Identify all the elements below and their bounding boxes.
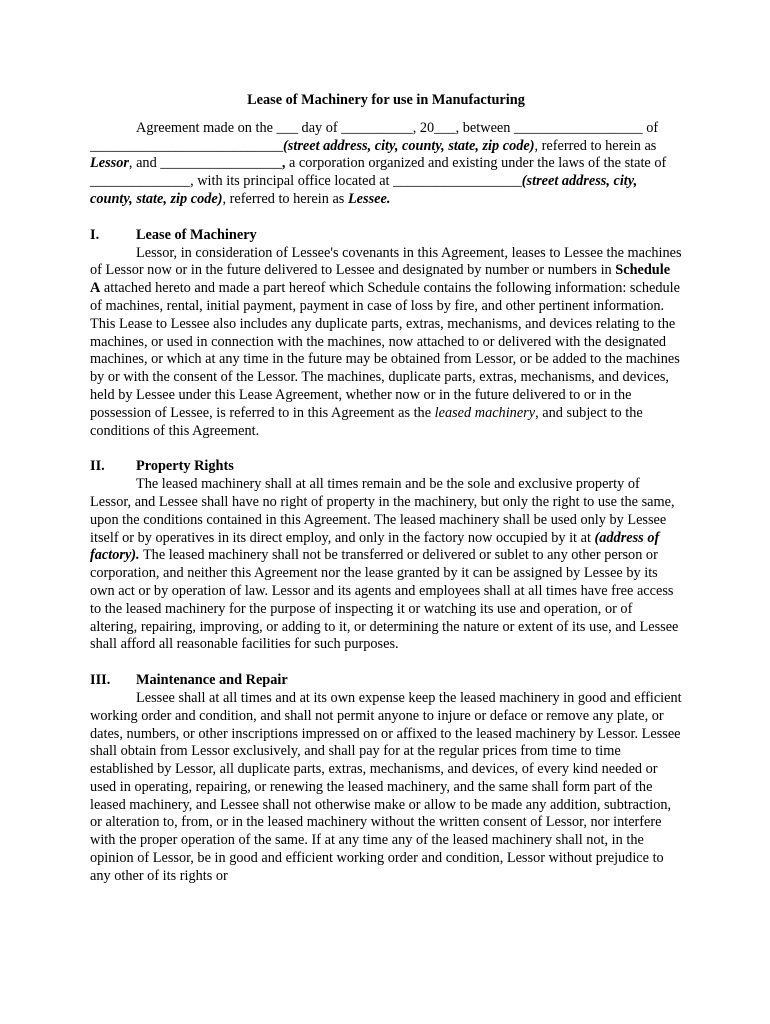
section-lease-of-machinery	[90, 227, 682, 441]
intro-paragraph	[90, 120, 682, 209]
body-text: The leased machinery shall not be transferred or delivered or sublet to any other person or corporation, and neither this Agreement nor the lease granted by it can be assigned by Lessee by its own act or by operation of law. Lessor and its agents and employees shall at all times have free access to the leased machinery for the purpose of inspecting it or watching its use and operation, or of altering, repairing, improving, or adding to it, or determining the nature or extent of its use, and Lessee shall afford all reasonable facilities for such purposes.	[90, 547, 679, 653]
section-body	[90, 476, 682, 654]
section-number: II.	[90, 458, 105, 475]
intro-text-3: , referred to herein as	[534, 137, 657, 154]
section-property-rights	[90, 458, 682, 654]
section-title: Lease of Machinery	[136, 226, 257, 243]
section-number: III.	[90, 672, 111, 689]
body-text: The leased machinery shall at all times remain and be the sole and exclusive property of Lessor, and Lessee shall have no right of property in the machinery, but only the right to use the same, upon the conditions contained in this Agreement. The leased machinery shall be used only by Lessee itself or by operatives in its direct employ, and only in the factory now occupied by it at	[90, 476, 675, 546]
lessee-address-placeholder: (street address, city, county, state, zip code)	[90, 173, 638, 207]
lessor-address-placeholder: (street address, city, county, state, zip code)	[283, 137, 535, 154]
intro-text-1: Agreement made on the ___ day of __________, 20___, between __________________ of ___________________________	[90, 119, 659, 154]
section-heading	[90, 227, 682, 245]
section-maintenance-and-repair	[90, 672, 682, 886]
leased-machinery-term: leased machinery	[434, 404, 536, 421]
factory-address-placeholder: (address of factory).	[90, 529, 660, 564]
section-heading	[90, 672, 682, 690]
intro-text-5: , and _________________	[128, 155, 282, 172]
section-body	[90, 245, 682, 441]
body-text: , and subject to the conditions of this Agreement.	[90, 404, 643, 439]
section-body	[90, 690, 682, 886]
intro-comma: ,	[281, 155, 286, 172]
lessor-term: Lessor	[90, 155, 129, 172]
section-heading	[90, 458, 682, 476]
body-text: attached hereto and made a part hereof which Schedule contains the following information: schedule of machines, rental, initial payment, payment in case of loss by fire, and other pertinent information. This Lease to Lessee also includes any duplicate parts, extras, mechanisms, and devices relating to the machines, or used in connection with the machines, now attached to or delivered with the designated machines, or which at any time in the future may be obtained from Lessor, or be added to the machines by or with the consent of the Lessor. The machines, duplicate parts, extras, mechanisms, and devices, held by Lessee under this Lease Agreement, whether now or in the future delivered to or in the possession of Lessee, is referred to in this Agreement as the	[90, 280, 680, 421]
intro-text-9: , referred to herein as	[222, 190, 348, 207]
document-page	[90, 92, 682, 886]
lessee-term: Lessee.	[347, 190, 391, 207]
section-number: I.	[90, 226, 100, 243]
document-title: Lease of Machinery for use in Manufacturing	[247, 92, 525, 108]
schedule-a-term: Schedule A	[90, 262, 671, 297]
section-title: Property Rights	[136, 458, 234, 475]
intro-text-7: a corporation organized and existing under the laws of the state of ______________, with its principal office located at __________________	[90, 155, 667, 190]
body-text: Lessee shall at all times and at its own expense keep the leased machinery in good and efficient working order and condition, and shall not permit anyone to injure or deface or remove any plate, or dates, numbers, or other inscriptions impressed on or affixed to the leased machinery by Lessor. Lessee shall obtain from Lessor exclusively, and shall pay for at the regular prices from time to time established by Lessor, all duplicate parts, extras, mechanisms, and devices, of every kind needed or used in operating, repairing, or renewing the leased machinery, and the same shall form part of the leased machinery, and Lessee shall not otherwise make or allow to be made any addition, subtraction, or alteration to, from, or in the leased machinery without the written consent of Lessor, nor interfere with the proper operation of the same. If at any time any of the leased machinery shall not, in the opinion of Lessor, be in good and efficient working order and condition, Lessor without prejudice to any other of its rights or	[90, 689, 682, 884]
body-text: Lessor, in consideration of Lessee's covenants in this Agreement, leases to Lessee the machines of Lessor now or in the future delivered to Lessee and designated by number or numbers in	[90, 244, 682, 279]
section-title: Maintenance and Repair	[136, 672, 288, 689]
